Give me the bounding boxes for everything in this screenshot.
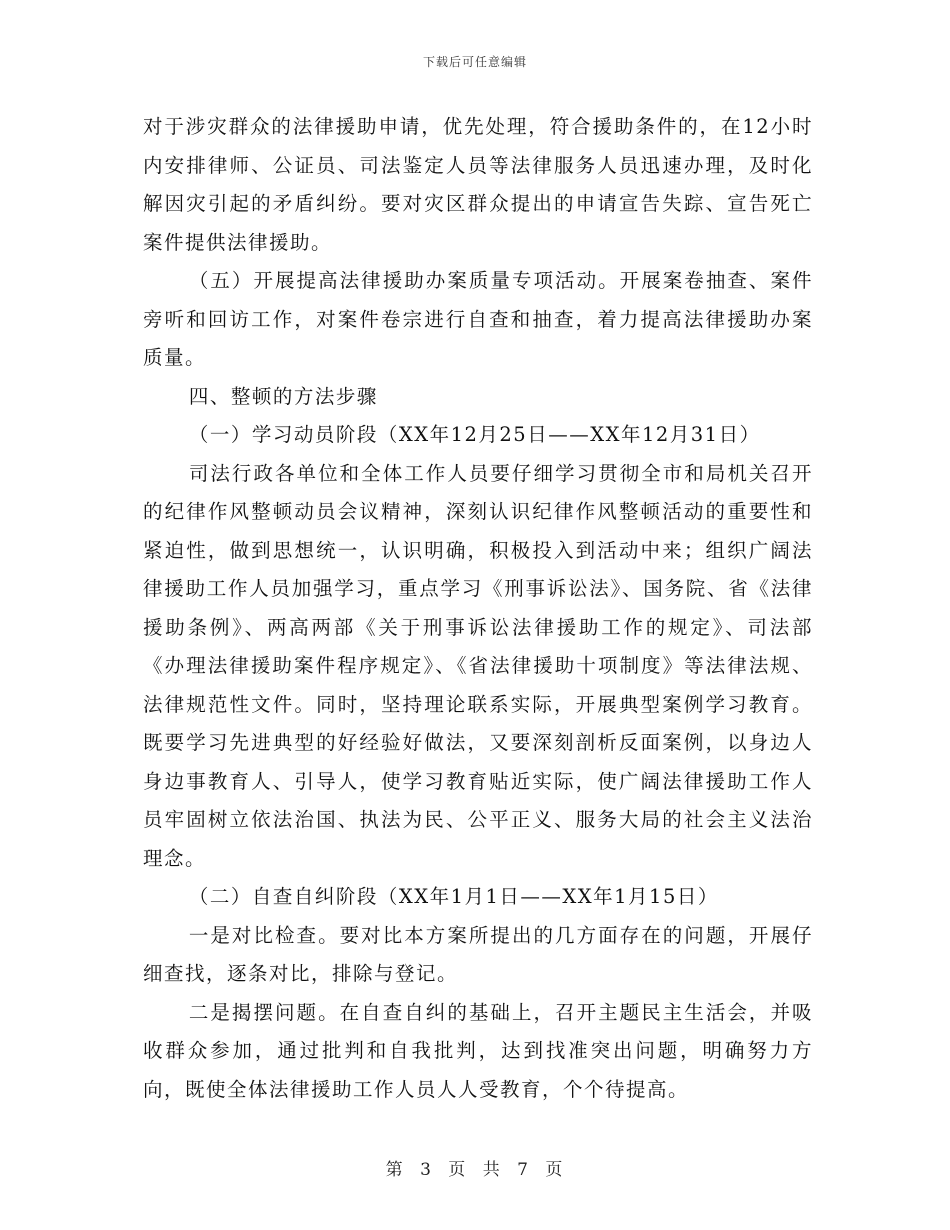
- document-body: [143, 108, 813, 1109]
- page-header: 下载后可任意编辑: [422, 55, 527, 69]
- subheading-study-phase: （一）学习动员阶段（XX年12月25日——XX年12月31日）: [188, 423, 761, 446]
- paragraph-compare-check: 一是对比检查。要对比本方案所提出的几方面存在的问题，开展仔细查找，逐条对比，排除与登记。: [143, 923, 813, 985]
- section-heading-methods: 四、整顿的方法步骤: [188, 384, 378, 408]
- paragraph-disaster-aid: 对于涉灾群众的法律援助申请，优先处理，符合援助条件的，在12小时内安排律师、公证员、司法鉴定人员等法律服务人员迅速办理，及时化解因灾引起的矛盾纠纷。要对灾区群众提出的申请宣告失踪、宣告死亡案件提供法律援助。: [143, 115, 813, 254]
- paragraph-item-five: （五）开展提高法律援助办案质量专项活动。开展案卷抽查、案件旁听和回访工作，对案件卷宗进行自查和抽查，着力提高法律援助办案质量。: [143, 269, 813, 369]
- page-number-footer: 第 3 页 共 7 页: [385, 1160, 565, 1180]
- paragraph-study-phase: 司法行政各单位和全体工作人员要仔细学习贯彻全市和局机关召开的纪律作风整顿动员会议精神，深刻认识纪律作风整顿活动的重要性和紧迫性，做到思想统一，认识明确，积极投入到活动中来；组织广阔法律援助工作人员加强学习，重点学习《刑事诉讼法》、国务院、省《法律援助条例》、两高两部《关于刑事诉讼法律援助工作的规定》、司法部《办理法律援助案件程序规定》、《省法律援助十项制度》等法律法规、法律规范性文件。同时，坚持理论联系实际，开展典型案例学习教育。既要学习先进典型的好经验好做法，又要深刻剖析反面案例，以身边人身边事教育人、引导人，使学习教育贴近实际，使广阔法律援助工作人员牢固树立依法治国、执法为民、公平正义、服务大局的社会主义法治理念。: [143, 461, 813, 870]
- subheading-self-check-phase: （二）自查自纠阶段（XX年1月1日——XX年1月15日）: [188, 885, 719, 908]
- paragraph-reveal-problems: 二是揭摆问题。在自查自纠的基础上，召开主题民主生活会，并吸收群众参加，通过批判和自我批判，达到找准突出问题，明确努力方向，既使全体法律援助工作人员人人受教育，个个待提高。: [143, 1000, 813, 1101]
